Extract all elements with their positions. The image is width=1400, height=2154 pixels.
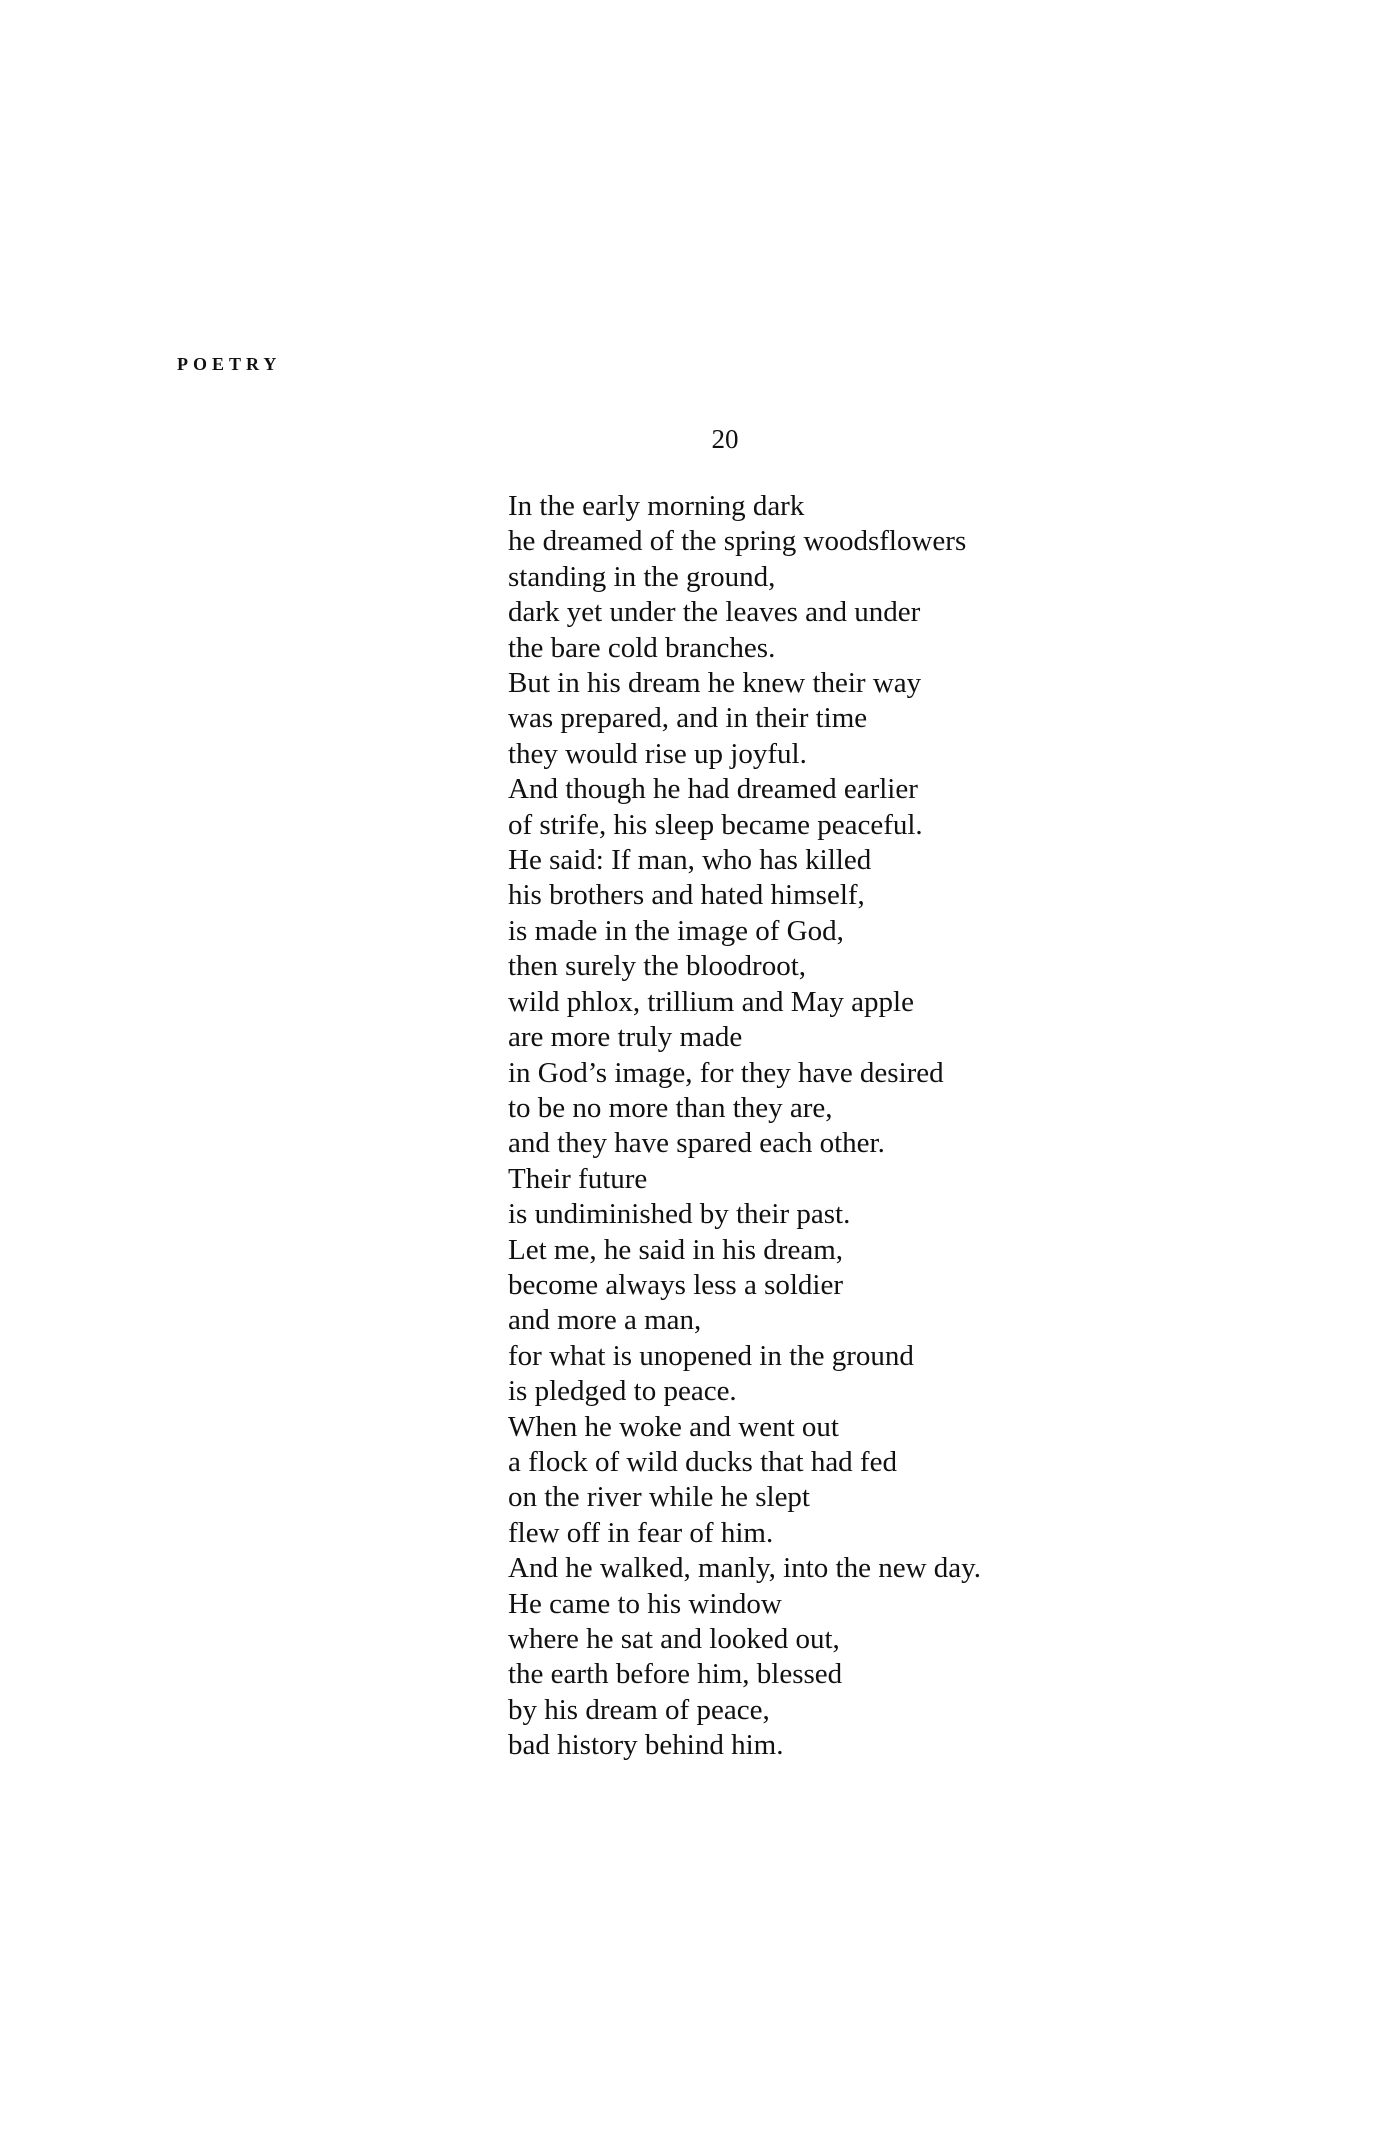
poem-line: then surely the bloodroot,: [508, 950, 807, 983]
poem-line: He said: If man, who has killed: [508, 844, 872, 877]
poem-line: where he sat and looked out,: [508, 1623, 840, 1655]
poem-line: of strife, his sleep became peaceful.: [508, 808, 923, 841]
poem-line: standing in the ground,: [508, 560, 776, 593]
poem-line: the bare cold branches.: [508, 631, 776, 664]
poem-line: and they have spared each other.: [508, 1127, 885, 1160]
poem-line: But in his dream he knew their way: [508, 667, 922, 700]
poem-line: for what is unopened in the ground: [508, 1339, 914, 1372]
poem-line: And he walked, manly, into the new day.: [508, 1552, 982, 1585]
poem-line: to be no more than they are,: [508, 1091, 833, 1124]
poem-line: become always less a soldier: [508, 1268, 844, 1301]
running-head: POETRY: [177, 354, 282, 374]
poem-line: by his dream of peace,: [508, 1693, 770, 1726]
poem-line: his brothers and hated himself,: [508, 879, 865, 912]
poem-line: wild phlox, trillium and May apple: [508, 985, 914, 1018]
poem-line: he dreamed of the spring woodsflowers: [508, 525, 967, 558]
poem-line: and more a man,: [508, 1304, 702, 1337]
poem-line: dark yet under the leaves and under: [508, 596, 921, 629]
poem-line: a flock of wild ducks that had fed: [508, 1445, 897, 1478]
poem-line: the earth before him, blessed: [508, 1658, 843, 1691]
poem-line: bad history behind him.: [508, 1729, 784, 1762]
poem-line: in God’s image, for they have desired: [508, 1056, 944, 1089]
poem-line: In the early morning dark: [508, 490, 805, 522]
poem-line: is made in the image of God,: [508, 914, 844, 947]
poem-body: [508, 489, 981, 1764]
poem-line: flew off in fear of him.: [508, 1516, 774, 1549]
poem-line: is pledged to peace.: [508, 1375, 737, 1408]
poem-line: they would rise up joyful.: [508, 737, 807, 770]
poem-line: are more truly made: [508, 1021, 743, 1054]
poem-line: on the river while he slept: [508, 1481, 810, 1514]
section-number: 20: [711, 424, 739, 454]
poem-line: When he woke and went out: [508, 1410, 839, 1443]
poem-line: was prepared, and in their time: [508, 702, 868, 735]
poem-line: Let me, he said in his dream,: [508, 1233, 844, 1266]
poem-line: is undiminished by their past.: [508, 1198, 851, 1231]
poem-line: Their future: [508, 1162, 648, 1195]
poem-line: And though he had dreamed earlier: [508, 773, 918, 806]
poem-line: He came to his window: [508, 1587, 782, 1620]
